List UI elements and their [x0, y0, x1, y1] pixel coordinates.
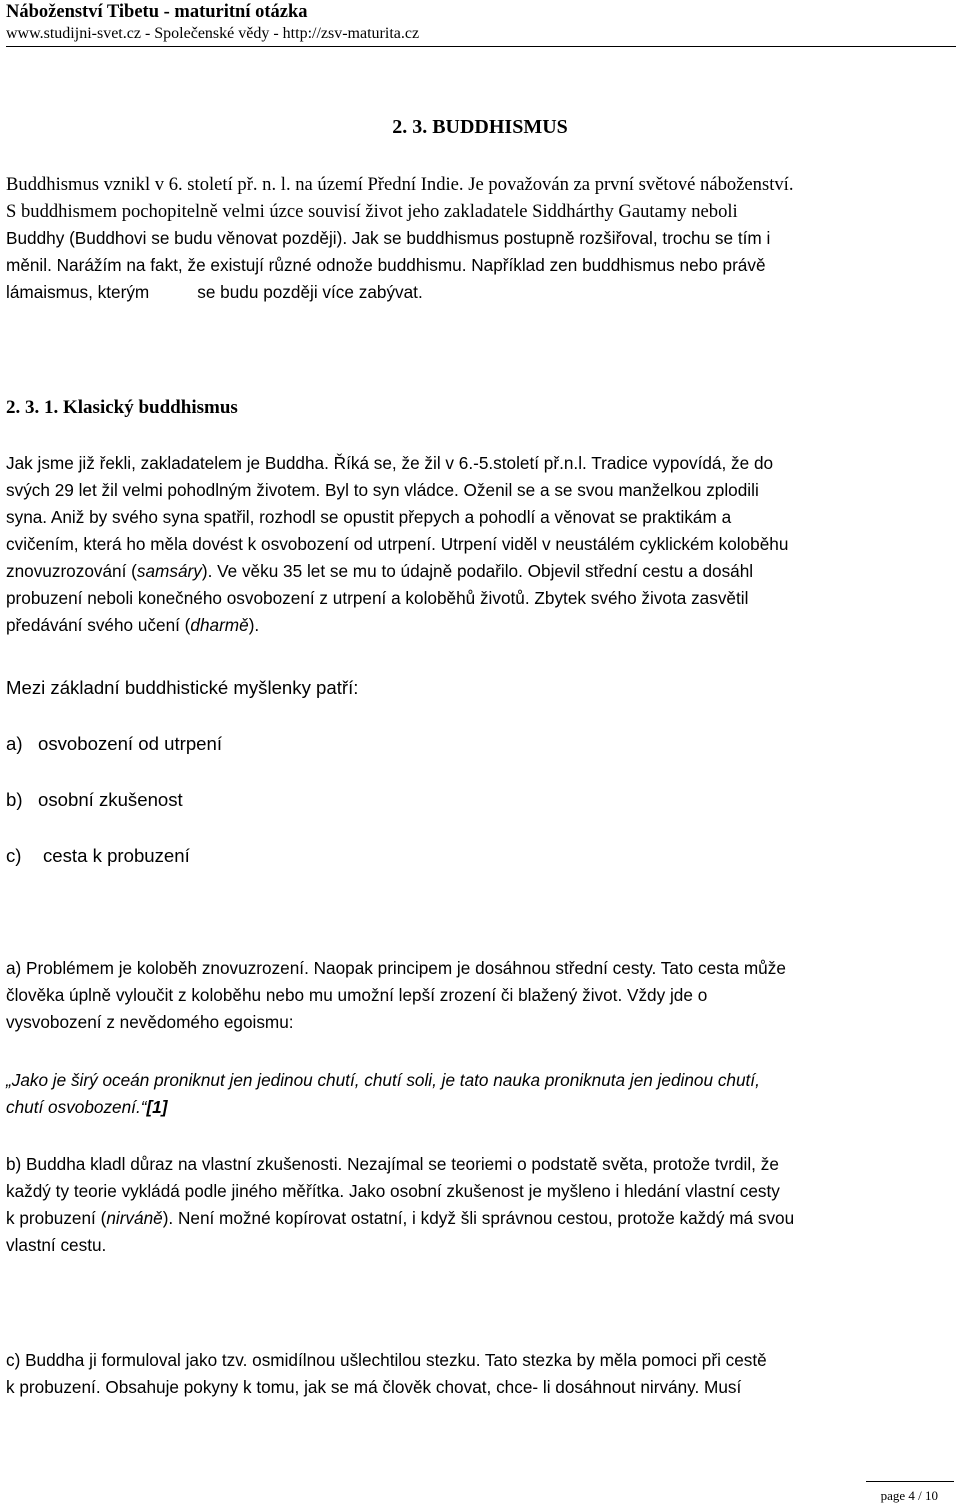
document-title: Náboženství Tibetu - maturitní otázka — [6, 2, 308, 22]
term-nirvana: nirváně — [106, 1208, 163, 1228]
paragraph-line — [6, 1205, 954, 1232]
paragraph-line: každý ty teorie vykládá podle jiného měřítka. Jako osobní zkušenost je myšleno i hledání vlastní cesty — [6, 1181, 780, 1201]
text-run: ). Není možné kopírovat ostatní, i když šli správnou cestou, protože každý má svou — [162, 1208, 795, 1228]
idea-label: a) — [6, 733, 23, 754]
ideas-intro: Mezi základní buddhistické myšlenky patří: — [6, 677, 359, 698]
paragraph-line: probuzení neboli konečného osvobození z utrpení a koloběhů životů. Zbytek svého života zasvětil — [6, 588, 749, 608]
idea-text: osobní zkušenost — [38, 789, 183, 810]
page-header — [6, 0, 956, 47]
quote-line: „Jako je širý oceán proniknut jen jedinou chutí, chutí soli, je tato nauka proniknuta jen jedinou chutí, — [6, 1070, 760, 1090]
text-run: k probuzení ( — [6, 1208, 107, 1228]
intro-text-a: lámaismus, kterým — [6, 282, 150, 302]
idea-item — [6, 789, 183, 811]
paragraph-line: b) Buddha kladl důraz na vlastní zkušenosti. Nezajímal se teoriemi o podstatě světa, protože tvrdil, že — [6, 1154, 779, 1174]
paragraph-line: c) Buddha ji formuloval jako tzv. osmidílnou ušlechtilou stezku. Tato stezka by měla pomoci při cestě — [6, 1350, 767, 1370]
explanation-a — [6, 955, 954, 1036]
paragraph-line: vysvobození z nevědomého egoismu: — [6, 1012, 294, 1032]
footer-divider — [866, 1481, 954, 1482]
paragraph-line: a) Problémem je koloběh znovuzrození. Naopak principem je dosáhnou střední cesty. Tato cesta může — [6, 958, 786, 978]
paragraph-line: Jak jsme již řekli, zakladatelem je Buddha. Říká se, že žil v 6.-5.století př.n.l. Tradice vypovídá, že do — [6, 453, 774, 473]
page-number: page 4 / 10 — [880, 1488, 938, 1503]
term-samsara: samsáry — [136, 561, 202, 581]
paragraph-line: vlastní cestu. — [6, 1235, 107, 1255]
footnote-reference[interactable]: [1] — [146, 1097, 168, 1117]
quote-line — [6, 1094, 954, 1121]
explanation-b — [6, 1151, 954, 1259]
text-run: ). Ve věku 35 let se mu to údajně podařilo. Objevil střední cestu a dosáhl — [201, 561, 754, 581]
idea-text: cesta k probuzení — [43, 845, 190, 866]
paragraph-line: syna. Aniž by svého syna spatřil, rozhodl se opustit přepych a pohodlí a věnovat se praktikám a — [6, 507, 732, 527]
idea-item — [6, 733, 222, 755]
text-run: znovuzrozování ( — [6, 561, 137, 581]
intro-line: Buddhy (Buddhovi se budu věnovat později). Jak se buddhismus postupně rozšiřoval, trochu se tím i — [6, 228, 771, 248]
idea-label: c) — [6, 845, 22, 866]
paragraph-line: k probuzení. Obsahuje pokyny k tomu, jak se má člověk chovat, chce- li dosáhnout nirvány. Musí — [6, 1377, 742, 1397]
text-run: ). — [248, 615, 260, 635]
paragraph-line: člověka úplně vyloučit z koloběhu nebo mu umožní lepší zrození či blažený život. Vždy jde o — [6, 985, 708, 1005]
idea-label: b) — [6, 789, 23, 810]
paragraph-line: cvičením, která ho měla dovést k osvobození od utrpení. Utrpení viděl v neustálém cyklickém koloběhu — [6, 534, 789, 554]
idea-text: osvobození od utrpení — [38, 733, 223, 754]
klasicky-paragraph — [6, 450, 954, 639]
paragraph-line — [6, 612, 954, 639]
intro-text-b: se budu později více zabývat. — [197, 282, 423, 302]
intro-line: Buddhismus vznikl v 6. století př. n. l. na území Přední Indie. Je považován za první světové náboženství. — [6, 174, 794, 195]
term-dharma: dharmě — [190, 615, 249, 635]
intro-paragraph — [6, 171, 954, 306]
paragraph-line — [6, 558, 954, 585]
document-source-line: www.studijni-svet.cz - Společenské vědy - http://zsv-maturita.cz — [6, 25, 420, 42]
idea-item — [6, 845, 190, 867]
intro-line: měnil. Narážím na fakt, že existují různé odnože buddhismu. Například zen buddhismus nebo právě — [6, 255, 766, 275]
subsection-title: 2. 3. 1. Klasický buddhismus — [6, 397, 238, 418]
explanation-c — [6, 1347, 954, 1401]
paragraph-line: svých 29 let žil velmi pohodlným životem. Byl to syn vládce. Oženil se a se svou manželkou zplodili — [6, 480, 759, 500]
intro-line-last — [6, 279, 954, 306]
text-run: předávání svého učení ( — [6, 615, 191, 635]
buddha-quote — [6, 1067, 954, 1121]
intro-line: S buddhismem pochopitelně velmi úzce souvisí život jeho zakladatele Siddhárthy Gautamy neboli — [6, 201, 738, 222]
section-title: 2. 3. BUDDHISMUS — [392, 116, 568, 138]
quote-text: chutí osvobození.“ — [6, 1097, 147, 1117]
